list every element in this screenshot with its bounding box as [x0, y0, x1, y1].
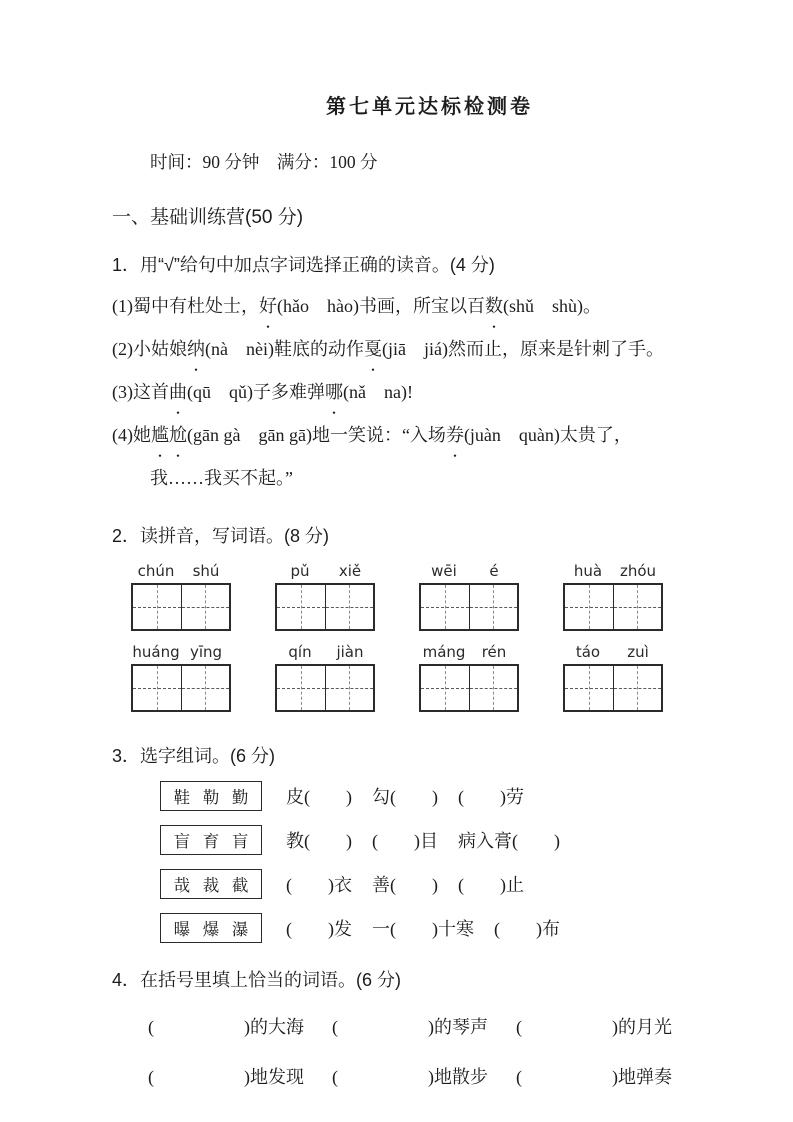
pinyin-syllable: pǔ — [290, 562, 310, 580]
q3-stem: 3．选字组词。(6 分) — [112, 746, 276, 766]
doc-title: 第七单元达标检测卷 — [326, 96, 533, 118]
phrase-with-blank: 善( ) — [372, 875, 438, 895]
pinyin-row — [131, 562, 747, 631]
pinyin-word-unit — [131, 643, 231, 712]
phrase-with-blank: ( )目 — [372, 831, 438, 851]
dotted-char: 哪 — [325, 382, 343, 402]
section-heading: 一、基础训练营(50 分) — [112, 207, 304, 228]
q1-sentence — [112, 371, 747, 414]
pinyin-label — [563, 643, 663, 661]
pinyin-label — [131, 643, 231, 661]
grid-cell — [613, 666, 662, 710]
character-choice-box — [160, 825, 262, 855]
choice-character: 截 — [231, 876, 249, 895]
pinyin-syllable: zhóu — [619, 562, 657, 580]
choice-character: 盲 — [173, 832, 191, 851]
pinyin-syllable: chún — [137, 562, 175, 580]
phrase-list — [286, 871, 524, 897]
text-run: (jiā jiá)然而止，原来是针刺了手。 — [381, 339, 664, 359]
text-run: (3)这首 — [112, 382, 169, 402]
q4-row — [148, 1002, 747, 1052]
pinyin-syllable: yīng — [189, 643, 223, 661]
phrase-with-blank: 一( )十寒 — [372, 919, 474, 939]
text-run: (shǔ shù)。 — [502, 296, 601, 316]
grid-cell — [565, 666, 613, 710]
grid-cell — [565, 585, 613, 629]
blank-phrase: ( )的琴声 — [332, 1017, 488, 1037]
blank-phrase: ( )地发现 — [148, 1067, 304, 1087]
phrase-with-blank: ( )止 — [458, 875, 524, 895]
pinyin-label — [419, 643, 519, 661]
text-run: (4)她 — [112, 425, 151, 445]
pinyin-syllable: qín — [288, 643, 312, 661]
q1-sentence — [112, 328, 747, 371]
writing-grid-box — [563, 664, 663, 712]
text-run: (juàn quàn)太贵了， — [463, 425, 632, 445]
writing-grid-box — [563, 583, 663, 631]
q1-stem: 1．用“√”给句中加点字词选择正确的读音。(4 分) — [112, 255, 495, 275]
dotted-char: 券 — [445, 425, 464, 445]
blank-phrase: ( )地弹奏 — [516, 1067, 672, 1087]
pinyin-word-unit — [275, 562, 375, 631]
pinyin-word-unit — [275, 643, 375, 712]
choice-character: 勤 — [231, 788, 249, 807]
writing-grid-box — [131, 664, 231, 712]
pinyin-syllable: táo — [575, 643, 601, 661]
writing-grid-box — [275, 583, 375, 631]
text-run: (gān gà gān gā)地一笑说：“入场 — [187, 425, 446, 445]
pinyin-syllable: máng — [422, 643, 466, 661]
text-run: (nà nèi)鞋底的动作 — [205, 339, 364, 359]
writing-grid-box — [419, 664, 519, 712]
dotted-char: 好 — [259, 296, 277, 316]
pinyin-syllable: rén — [481, 643, 507, 661]
grid-cell — [613, 585, 662, 629]
grid-cell — [277, 666, 325, 710]
phrase-with-blank: 病入膏( ) — [458, 831, 560, 851]
q3-row — [160, 824, 747, 856]
pinyin-label — [275, 643, 375, 661]
pinyin-label — [419, 562, 519, 580]
pinyin-syllable: huà — [573, 562, 603, 580]
dotted-char: 尬 — [169, 425, 187, 445]
q4-row — [148, 1052, 747, 1102]
grid-cell — [469, 585, 518, 629]
choice-character: 哉 — [173, 876, 191, 895]
pinyin-row — [131, 643, 747, 712]
blank-phrase: ( )地散步 — [332, 1067, 488, 1087]
writing-grid-box — [419, 583, 519, 631]
choice-character: 肓 — [231, 832, 249, 851]
text-run: (2)小姑娘 — [112, 339, 187, 359]
pinyin-syllable: zuì — [627, 643, 649, 661]
phrase-with-blank: ( )劳 — [458, 787, 524, 807]
pinyin-syllable: é — [489, 562, 499, 580]
q3-row — [160, 780, 747, 812]
choice-character: 裁 — [202, 876, 220, 895]
choice-character: 瀑 — [231, 920, 249, 939]
pinyin-label — [563, 562, 663, 580]
pinyin-syllable: huáng — [132, 643, 180, 661]
q1-sentence — [112, 285, 747, 328]
pinyin-word-unit — [563, 643, 663, 712]
choice-character: 爆 — [202, 920, 220, 939]
q2-pinyin-grid — [131, 562, 747, 712]
q1-sentences — [112, 285, 747, 500]
q3-choice-rows — [112, 780, 747, 944]
choice-character: 育 — [202, 832, 220, 851]
q2-stem: 2．读拼音，写词语。(8 分) — [112, 526, 330, 546]
pinyin-syllable: wēi — [431, 562, 457, 580]
choice-character: 勒 — [202, 788, 220, 807]
phrase-list — [286, 915, 560, 941]
pinyin-word-unit — [563, 562, 663, 631]
dotted-char: 数 — [484, 296, 503, 316]
pinyin-label — [275, 562, 375, 580]
writing-grid-box — [275, 664, 375, 712]
text-run: (1)蜀中有杜处士， — [112, 296, 259, 316]
exam-meta: 时间：90 分钟 满分：100 分 — [150, 152, 378, 172]
pinyin-label — [131, 562, 231, 580]
phrase-with-blank: 教( ) — [286, 831, 352, 851]
q3-row — [160, 868, 747, 900]
grid-cell — [133, 585, 181, 629]
grid-cell — [133, 666, 181, 710]
pinyin-syllable: jiàn — [336, 643, 364, 661]
dotted-char: 戛 — [363, 339, 382, 359]
pinyin-word-unit — [419, 562, 519, 631]
phrase-with-blank: ( )发 — [286, 919, 352, 939]
grid-cell — [421, 585, 469, 629]
dotted-char: 曲 — [169, 382, 187, 402]
choice-character: 曝 — [173, 920, 191, 939]
phrase-with-blank: 皮( ) — [286, 787, 352, 807]
pinyin-word-unit — [131, 562, 231, 631]
phrase-list — [286, 783, 524, 809]
pinyin-syllable: shú — [192, 562, 220, 580]
text-run: (hǎo hào)书画，所宝以百 — [277, 296, 485, 316]
q4-blank-rows — [112, 1002, 747, 1102]
phrase-with-blank: 勾( ) — [372, 787, 438, 807]
grid-cell — [277, 585, 325, 629]
blank-phrase: ( )的月光 — [516, 1017, 672, 1037]
dotted-char: 尴 — [151, 425, 169, 445]
grid-cell — [325, 585, 374, 629]
writing-grid-box — [131, 583, 231, 631]
phrase-with-blank: ( )布 — [494, 919, 560, 939]
grid-cell — [181, 666, 230, 710]
character-choice-box — [160, 781, 262, 811]
grid-cell — [325, 666, 374, 710]
text-run: (nǎ na)! — [343, 382, 413, 402]
q1-sentence — [112, 414, 747, 457]
pinyin-syllable: xiě — [338, 562, 362, 580]
phrase-with-blank: ( )衣 — [286, 875, 352, 895]
blank-phrase: ( )的大海 — [148, 1017, 304, 1037]
grid-cell — [421, 666, 469, 710]
q3-row — [160, 912, 747, 944]
pinyin-word-unit — [419, 643, 519, 712]
phrase-list — [286, 827, 560, 853]
text-run: (qū qǔ)子多难弹 — [187, 382, 325, 402]
character-choice-box — [160, 913, 262, 943]
choice-character: 鞋 — [173, 788, 191, 807]
dotted-char: 纳 — [187, 339, 205, 359]
grid-cell — [181, 585, 230, 629]
q1-sentence — [112, 457, 747, 500]
grid-cell — [469, 666, 518, 710]
text-run: 我……我买不起。” — [150, 468, 293, 488]
character-choice-box — [160, 869, 262, 899]
q4-stem: 4．在括号里填上恰当的词语。(6 分) — [112, 970, 402, 990]
